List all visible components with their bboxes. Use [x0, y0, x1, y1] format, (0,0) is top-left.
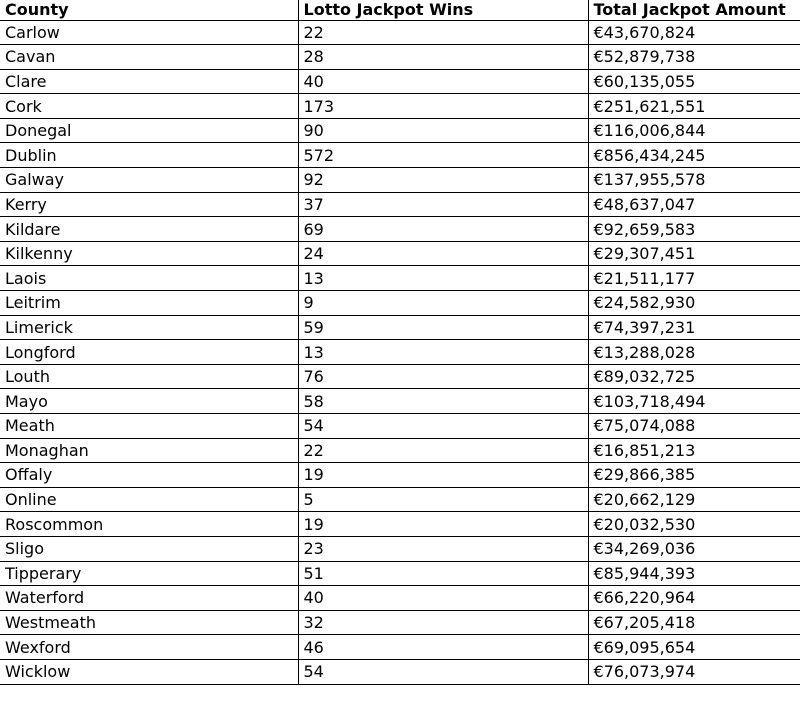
cell-jackpot-wins: 13	[298, 340, 588, 365]
cell-total-amount: €29,307,451	[588, 241, 800, 266]
table-row	[0, 536, 800, 561]
table-row	[0, 315, 800, 340]
cell-jackpot-wins: 19	[298, 463, 588, 488]
cell-county: Carlow	[0, 20, 298, 45]
cell-county: Clare	[0, 69, 298, 94]
table-row	[0, 45, 800, 70]
table-row	[0, 168, 800, 193]
cell-total-amount: €34,269,036	[588, 536, 800, 561]
cell-county: Cork	[0, 94, 298, 119]
cell-jackpot-wins: 24	[298, 241, 588, 266]
table-row	[0, 69, 800, 94]
cell-jackpot-wins: 23	[298, 536, 588, 561]
cell-jackpot-wins: 58	[298, 389, 588, 414]
cell-total-amount: €69,095,654	[588, 635, 800, 660]
cell-county: Wexford	[0, 635, 298, 660]
cell-jackpot-wins: 90	[298, 118, 588, 143]
table-row	[0, 266, 800, 291]
cell-total-amount: €21,511,177	[588, 266, 800, 291]
cell-county: Meath	[0, 414, 298, 439]
cell-total-amount: €251,621,551	[588, 94, 800, 119]
cell-jackpot-wins: 54	[298, 414, 588, 439]
cell-total-amount: €48,637,047	[588, 192, 800, 217]
header-row	[0, 0, 800, 20]
table-row	[0, 635, 800, 660]
table-row	[0, 561, 800, 586]
table-row	[0, 389, 800, 414]
cell-county: Louth	[0, 364, 298, 389]
cell-county: Monaghan	[0, 438, 298, 463]
table-row	[0, 340, 800, 365]
cell-county: Donegal	[0, 118, 298, 143]
header-county: County	[0, 0, 298, 20]
table-row	[0, 291, 800, 316]
table-row	[0, 118, 800, 143]
cell-total-amount: €137,955,578	[588, 168, 800, 193]
cell-total-amount: €52,879,738	[588, 45, 800, 70]
table-row	[0, 20, 800, 45]
cell-total-amount: €20,032,530	[588, 512, 800, 537]
cell-jackpot-wins: 51	[298, 561, 588, 586]
cell-jackpot-wins: 37	[298, 192, 588, 217]
table-row	[0, 512, 800, 537]
cell-county: Cavan	[0, 45, 298, 70]
table-row	[0, 586, 800, 611]
cell-jackpot-wins: 19	[298, 512, 588, 537]
cell-county: Kerry	[0, 192, 298, 217]
table-row	[0, 414, 800, 439]
cell-jackpot-wins: 46	[298, 635, 588, 660]
cell-jackpot-wins: 76	[298, 364, 588, 389]
cell-total-amount: €43,670,824	[588, 20, 800, 45]
cell-total-amount: €85,944,393	[588, 561, 800, 586]
cell-county: Kilkenny	[0, 241, 298, 266]
cell-county: Limerick	[0, 315, 298, 340]
header-total-amount: Total Jackpot Amount	[588, 0, 800, 20]
cell-county: Kildare	[0, 217, 298, 242]
cell-total-amount: €74,397,231	[588, 315, 800, 340]
table-body	[0, 20, 800, 684]
cell-jackpot-wins: 59	[298, 315, 588, 340]
cell-county: Longford	[0, 340, 298, 365]
cell-total-amount: €16,851,213	[588, 438, 800, 463]
cell-total-amount: €29,866,385	[588, 463, 800, 488]
cell-county: Galway	[0, 168, 298, 193]
cell-jackpot-wins: 22	[298, 20, 588, 45]
cell-county: Roscommon	[0, 512, 298, 537]
cell-jackpot-wins: 5	[298, 487, 588, 512]
cell-total-amount: €103,718,494	[588, 389, 800, 414]
cell-county: Leitrim	[0, 291, 298, 316]
table-row	[0, 143, 800, 168]
cell-county: Laois	[0, 266, 298, 291]
cell-total-amount: €75,074,088	[588, 414, 800, 439]
table-row	[0, 487, 800, 512]
table-row	[0, 94, 800, 119]
table-row	[0, 463, 800, 488]
cell-total-amount: €20,662,129	[588, 487, 800, 512]
table-row	[0, 610, 800, 635]
cell-county: Offaly	[0, 463, 298, 488]
cell-total-amount: €89,032,725	[588, 364, 800, 389]
cell-jackpot-wins: 173	[298, 94, 588, 119]
cell-county: Online	[0, 487, 298, 512]
cell-jackpot-wins: 13	[298, 266, 588, 291]
cell-total-amount: €92,659,583	[588, 217, 800, 242]
cell-jackpot-wins: 32	[298, 610, 588, 635]
cell-total-amount: €24,582,930	[588, 291, 800, 316]
cell-county: Wicklow	[0, 659, 298, 684]
table-row	[0, 192, 800, 217]
table-row	[0, 438, 800, 463]
cell-county: Sligo	[0, 536, 298, 561]
table-row	[0, 241, 800, 266]
cell-county: Mayo	[0, 389, 298, 414]
table-row	[0, 659, 800, 684]
cell-total-amount: €13,288,028	[588, 340, 800, 365]
cell-total-amount: €60,135,055	[588, 69, 800, 94]
cell-jackpot-wins: 9	[298, 291, 588, 316]
cell-total-amount: €76,073,974	[588, 659, 800, 684]
cell-jackpot-wins: 54	[298, 659, 588, 684]
cell-county: Tipperary	[0, 561, 298, 586]
cell-jackpot-wins: 572	[298, 143, 588, 168]
cell-jackpot-wins: 92	[298, 168, 588, 193]
cell-jackpot-wins: 69	[298, 217, 588, 242]
cell-county: Westmeath	[0, 610, 298, 635]
cell-jackpot-wins: 28	[298, 45, 588, 70]
table-row	[0, 364, 800, 389]
cell-total-amount: €66,220,964	[588, 586, 800, 611]
table-row	[0, 217, 800, 242]
cell-jackpot-wins: 40	[298, 69, 588, 94]
cell-total-amount: €67,205,418	[588, 610, 800, 635]
cell-county: Waterford	[0, 586, 298, 611]
cell-jackpot-wins: 22	[298, 438, 588, 463]
header-jackpot-wins: Lotto Jackpot Wins	[298, 0, 588, 20]
cell-jackpot-wins: 40	[298, 586, 588, 611]
cell-county: Dublin	[0, 143, 298, 168]
cell-total-amount: €116,006,844	[588, 118, 800, 143]
cell-total-amount: €856,434,245	[588, 143, 800, 168]
